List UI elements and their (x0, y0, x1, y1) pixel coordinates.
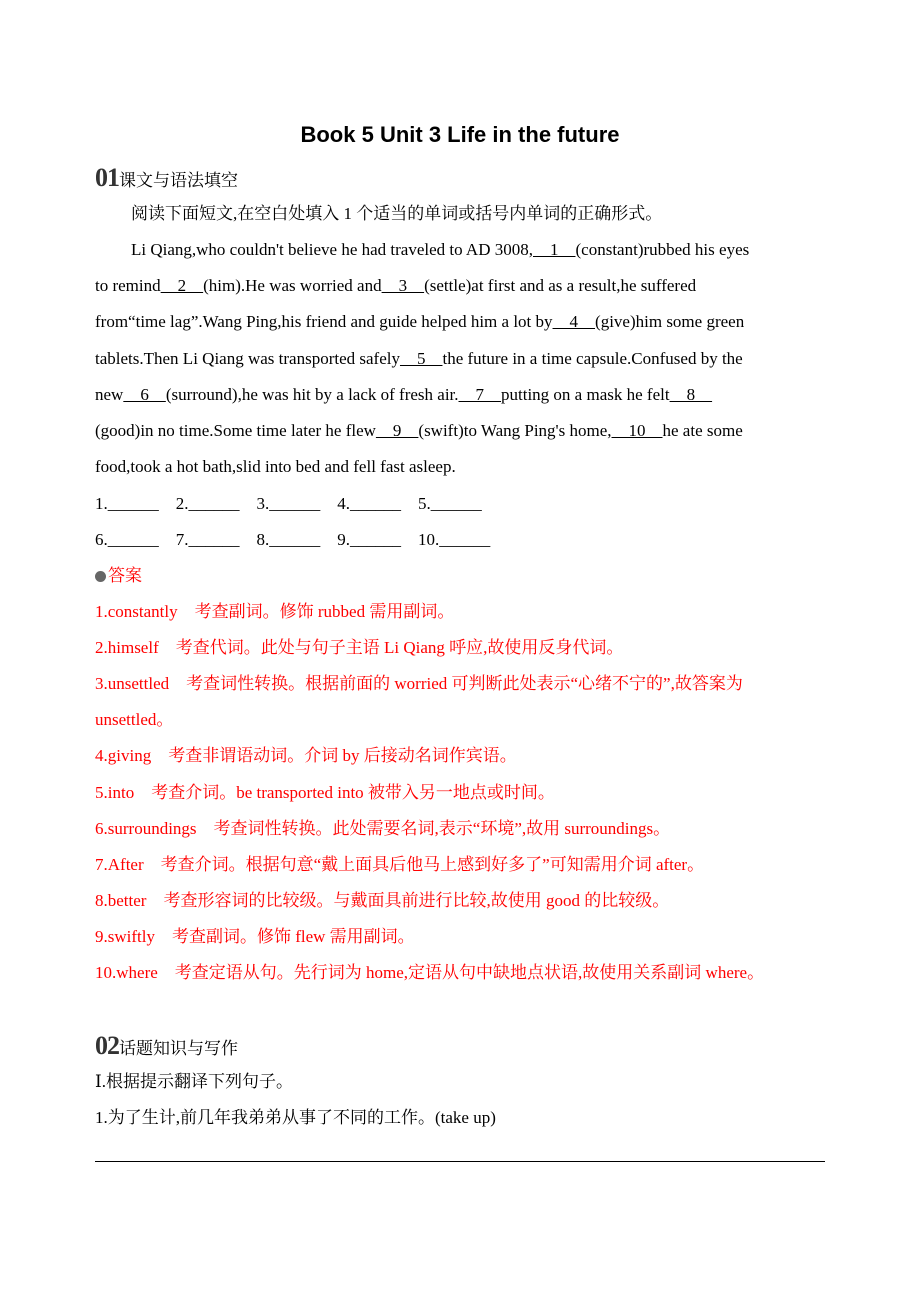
passage-text: (settle)at first and as a result,he suffered (424, 276, 697, 296)
passage-text: tablets.Then Li Qiang was transported safely (95, 348, 400, 368)
blank: 8 (669, 384, 713, 404)
passage-text: to remind (95, 276, 161, 296)
passage-line (131, 239, 749, 261)
passage-text: putting on a mask he felt (501, 384, 670, 404)
passage-line (95, 420, 743, 442)
passage-text: (give)him some green (595, 312, 745, 332)
answer-item: 1.constantly 考查副词。修饰 rubbed 需用副词。 (95, 602, 455, 621)
instruction: 阅读下面短文,在空白处填入 1 个适当的单词或括号内单词的正确形式。 (131, 204, 663, 223)
passage-text: (surround),he was hit by a lack of fresh air. (165, 384, 459, 404)
passage-text: (him).He was worried and (203, 276, 382, 296)
answer-item: 2.himself 考查代词。此处与句子主语 Li Qiang 呼应,故使用反身代词。 (95, 638, 624, 658)
passage-line (95, 311, 744, 333)
answer-item: 4.giving 考查非谓语动词。介词 by 后接动名词作宾语。 (95, 746, 517, 766)
blank: 6 (123, 384, 166, 404)
passage-text: food,took a hot bath,slid into bed and fell fast asleep. (95, 457, 456, 477)
answer-item: 6.surroundings 考查词性转换。此处需要名词,表示“环境”,故用 surroundings。 (95, 818, 671, 838)
blank: 3 (381, 276, 425, 296)
answer-item: 5.into 考查介词。be transported into 被带入另一地点或时间。 (95, 782, 555, 802)
blank: 7 (458, 384, 502, 404)
answers-heading (95, 565, 142, 587)
blank: 2 (160, 276, 204, 296)
answer-item: 3.unsettled 考查词性转换。根据前面的 worried 可判断此处表示“心绪不宁的”,故答案为 (95, 674, 743, 694)
passage-line (95, 456, 456, 478)
section-label: 课文与语法填空 (119, 171, 238, 190)
section-number: 01 (95, 163, 119, 192)
passage-line (95, 348, 743, 370)
passage-line (95, 275, 696, 297)
answer-item: 8.better 考查形容词的比较级。与戴面具前进行比较,故使用 good 的比较级。 (95, 890, 670, 910)
passage-text: (swift)to Wang Ping's home, (418, 421, 612, 440)
answer-blanks-row: 6.______ 7.______ 8.______ 9.______ 10.______ (95, 530, 491, 549)
answer-line (95, 1161, 825, 1162)
answers-label: 答案 (108, 566, 142, 585)
answer-item: 7.After 考查介词。根据句意“戴上面具后他马上感到好多了”可知需用介词 after。 (95, 854, 705, 874)
page-title: Book 5 Unit 3 Life in the future (300, 122, 620, 147)
answer-icon (95, 571, 106, 582)
section-2-heading (95, 1031, 238, 1061)
answer-blanks-row: 1.______ 2.______ 3.______ 4.______ 5.______ (95, 494, 482, 513)
question-1: 1.为了生计,前几年我弟弟从事了不同的工作。(take up) (95, 1108, 496, 1127)
passage-text: (constant)rubbed his eyes (575, 240, 750, 259)
section-label: 话题知识与写作 (119, 1039, 238, 1058)
section-number: 02 (95, 1031, 119, 1060)
passage-text: from“time lag”.Wang Ping,his friend and guide helped him a lot by (95, 312, 553, 332)
passage-line (95, 384, 712, 406)
section-1-heading (95, 163, 238, 193)
passage-text: new (95, 384, 124, 404)
blank: 10 (611, 421, 663, 440)
blank: 9 (375, 421, 419, 440)
answer-item: 9.swiftly 考查副词。修饰 flew 需用副词。 (95, 926, 415, 946)
answer-item: 10.where 考查定语从句。先行词为 home,定语从句中缺地点状语,故使用关系副词 where。 (95, 963, 765, 982)
blank: 5 (399, 348, 443, 368)
passage-text: (good)in no time.Some time later he flew (95, 421, 376, 440)
passage-text: he ate some (662, 421, 743, 440)
blank: 1 (533, 240, 576, 259)
passage-text: the future in a time capsule.Confused by the (442, 348, 743, 368)
part-heading: Ⅰ.根据提示翻译下列句子。 (95, 1072, 293, 1091)
passage-text: Li Qiang,who couldn't believe he had traveled to AD 3008, (131, 240, 533, 259)
answer-item: unsettled。 (95, 710, 174, 730)
blank: 4 (552, 312, 596, 332)
